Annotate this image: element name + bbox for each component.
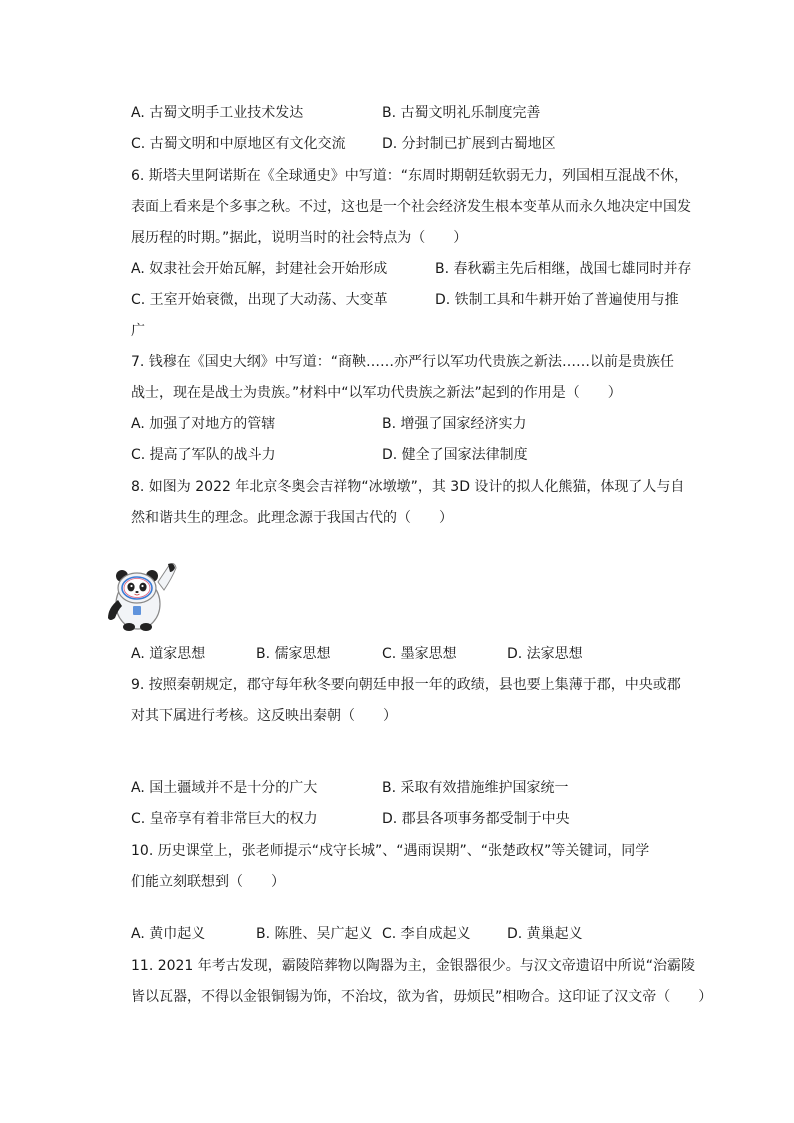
bing-dwen-dwen-mascot-image (100, 560, 180, 632)
q10-stem-line2: 们能立刻联想到（ ） (131, 874, 285, 890)
q8-option-d: D. 法家思想 (507, 646, 583, 662)
q9-stem-line2: 对其下属进行考核。这反映出秦朝（ ） (131, 708, 397, 724)
q10-option-d: D. 黄巢起义 (507, 926, 583, 942)
q11-stem-line1: 11. 2021 年考古发现，霸陵陪葬物以陶器为主，金银器很少。与汉文帝遗诏中所说“治霸陵 (131, 958, 696, 974)
q6-stem-line3: 展历程的时期。”据此，说明当时的社会特点为（ ） (131, 230, 468, 246)
q6-stem-line1: 6. 斯塔夫里阿诺斯在《全球通史》中写道：“东周时期朝廷软弱无力，列国相互混战不休， (131, 168, 689, 184)
q10-option-c: C. 李自成起义 (382, 926, 471, 942)
q6-option-d: D. 铁制工具和牛耕开始了普遍使用与推 (435, 292, 679, 308)
q8-option-c: C. 墨家思想 (382, 646, 457, 662)
q7-stem-line2: 战士，现在是战士为贵族。”材料中“以军功代贵族之新法”起到的作用是（ ） (131, 385, 622, 401)
q7-option-b: B. 增强了国家经济实力 (382, 416, 527, 432)
q7-stem-line1: 7. 钱穆在《国史大纲》中写道：“商鞅……亦严行以军功代贵族之新法……以前是贵族任 (131, 354, 675, 370)
q10-option-b: B. 陈胜、吴广起义 (256, 926, 373, 942)
q10-stem-line1: 10. 历史课堂上，张老师提示“戍守长城”、“遇雨误期”、“张楚政权”等关键词，同学 (131, 843, 650, 859)
q11-stem-line2: 皆以瓦器，不得以金银铜锡为饰，不治坟，欲为省，毋烦民”相吻合。这印证了汉文帝（ ） (131, 989, 713, 1005)
q8-stem-line1: 8. 如图为 2022 年北京冬奥会吉祥物“冰墩墩”，其 3D 设计的拟人化熊猫，体现了人与自 (131, 479, 685, 495)
q5-option-b: B. 古蜀文明礼乐制度完善 (382, 105, 541, 121)
q5-option-a: A. 古蜀文明手工业技术发达 (131, 105, 304, 121)
q9-option-b: B. 采取有效措施维护国家统一 (382, 780, 569, 796)
q6-option-c: C. 王室开始衰微，出现了大动荡、大变革 (131, 292, 388, 308)
q7-option-c: C. 提高了军队的战斗力 (131, 447, 276, 463)
q6-stem-line2: 表面上看来是个多事之秋。不过，这也是一个社会经济发生根本变革从而永久地决定中国发 (131, 199, 691, 215)
q9-option-d: D. 郡县各项事务都受制于中央 (382, 811, 570, 827)
q10-option-a: A. 黄巾起义 (131, 926, 206, 942)
q7-option-a: A. 加强了对地方的管辖 (131, 416, 276, 432)
q7-option-d: D. 健全了国家法律制度 (382, 447, 528, 463)
q6-option-b: B. 春秋霸主先后相继，战国七雄同时并存 (435, 261, 692, 277)
q6-option-d-continued: 广 (131, 323, 145, 339)
q8-option-a: A. 道家思想 (131, 646, 206, 662)
q6-option-a: A. 奴隶社会开始瓦解，封建社会开始形成 (131, 261, 388, 277)
q5-option-d: D. 分封制已扩展到古蜀地区 (382, 136, 556, 152)
q9-option-c: C. 皇帝享有着非常巨大的权力 (131, 811, 318, 827)
q5-option-c: C. 古蜀文明和中原地区有文化交流 (131, 136, 346, 152)
q9-stem-line1: 9. 按照秦朝规定，郡守每年秋冬要向朝廷申报一年的政绩，县也要上集薄于郡，中央或郡 (131, 677, 681, 693)
q8-stem-line2: 然和谐共生的理念。此理念源于我国古代的（ ） (131, 510, 453, 526)
q9-option-a: A. 国土疆域并不是十分的广大 (131, 780, 318, 796)
q8-option-b: B. 儒家思想 (256, 646, 331, 662)
